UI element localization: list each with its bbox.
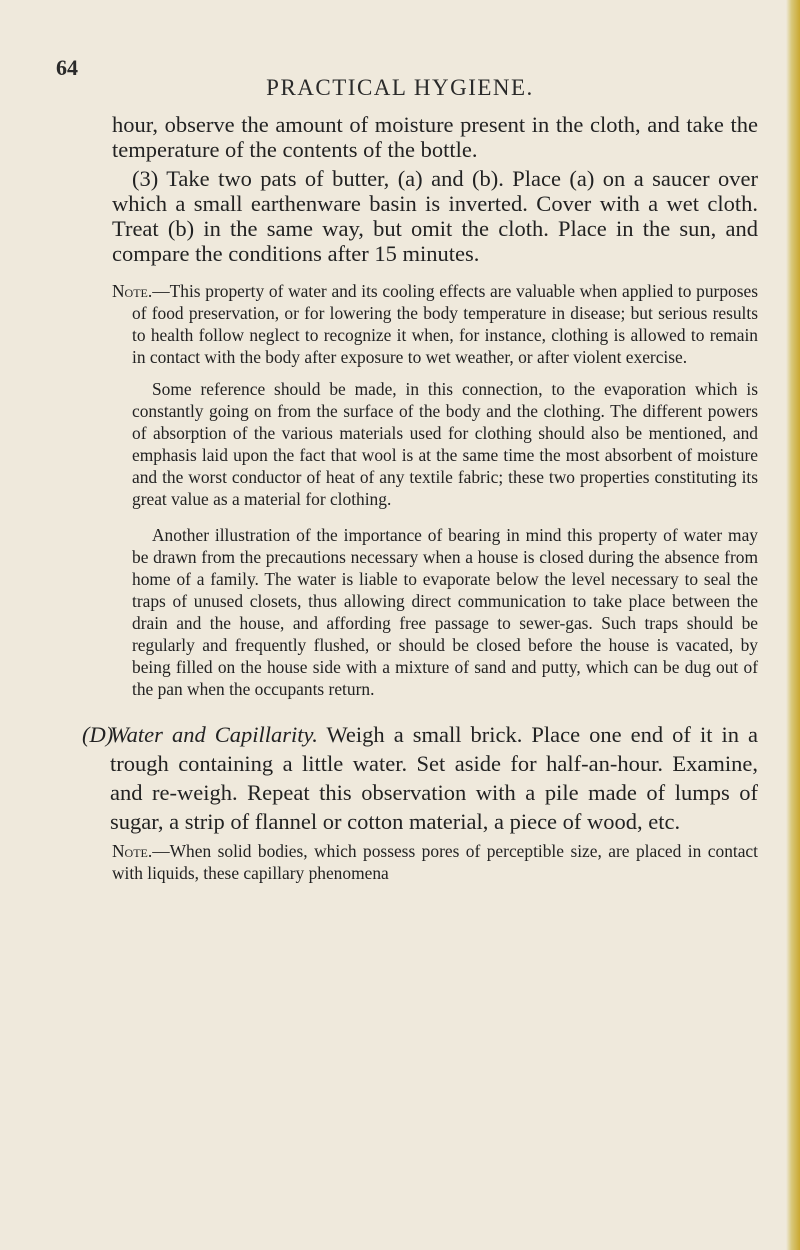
page-number: 64 <box>56 55 78 80</box>
section-title: Water and Capillarity. <box>110 722 318 747</box>
experiment-3-paragraph: (3) Take two pats of butter, (a) and (b). Place (a) on a saucer over which a small earthenware basin is inverted. Cover with a wet cloth. Treat (b) in the same way, but omit the cloth. Place in the sun, and compare the conditions after 15 minutes. <box>112 166 758 266</box>
note-label: Note. <box>112 281 153 301</box>
paragraph-continuation: hour, observe the amount of moisture present in the cloth, and take the temperature of the contents of the bottle. <box>112 112 758 162</box>
traps-paragraph: Another illustration of the importance of bearing in mind this property of water may be drawn from the precautions necessary when a house is closed during the absence from home of a family. The water is liable to evaporate below the level necessary to seal the traps of unused closets, thus allowing direct communication to take place between the drain and the house, and affording free passage to sewer-gas. Such traps should be regularly and frequently flushed, or should be closed before the house is vacated, by being filled on the house side with a mixture of sand and putty, which can be dug out of the pan when the occupants return. <box>132 525 758 699</box>
capillarity-note <box>112 840 758 884</box>
note-text-2: —When solid bodies, which possess pores of perceptible size, are placed in contact with liquids, these capillary phenomena <box>112 841 758 883</box>
book-spine-edge <box>786 0 800 1250</box>
note-text: —This property of water and its cooling effects are valuable when applied to purposes of food preservation, or for lowering the body temperature in disease; but serious results to health follow neglect to recognize it when, for instance, clothing is allowed to remain in contact with the body after exposure to wet weather, or after violent exercise. <box>132 281 758 367</box>
section-marker: (D) <box>82 722 114 747</box>
note-label-2: Note. <box>112 841 153 861</box>
evaporation-paragraph: Some reference should be made, in this connection, to the evaporation which is constantly going on from the surface of the body and the clothing. The different powers of absorption of the various materials used for clothing should also be mentioned, and emphasis laid upon the fact that wool is at the same time the most absorbent of moisture and the worst conductor of heat of any textile fabric; these two properties constituting its great value as a material for clothing. <box>132 379 758 509</box>
page-body <box>82 112 758 884</box>
running-head: PRACTICAL HYGIENE. <box>266 75 534 100</box>
note-paragraph <box>112 280 758 368</box>
section-d <box>82 720 758 836</box>
section-text: Weigh a small brick. Place one end of it in a trough containing a little water. Set aside for half-an-hour. Examine, and re-weigh. Repeat this observation with a pile made of lumps of sugar, a strip of flannel or cotton material, a piece of wood, etc. <box>110 722 758 834</box>
